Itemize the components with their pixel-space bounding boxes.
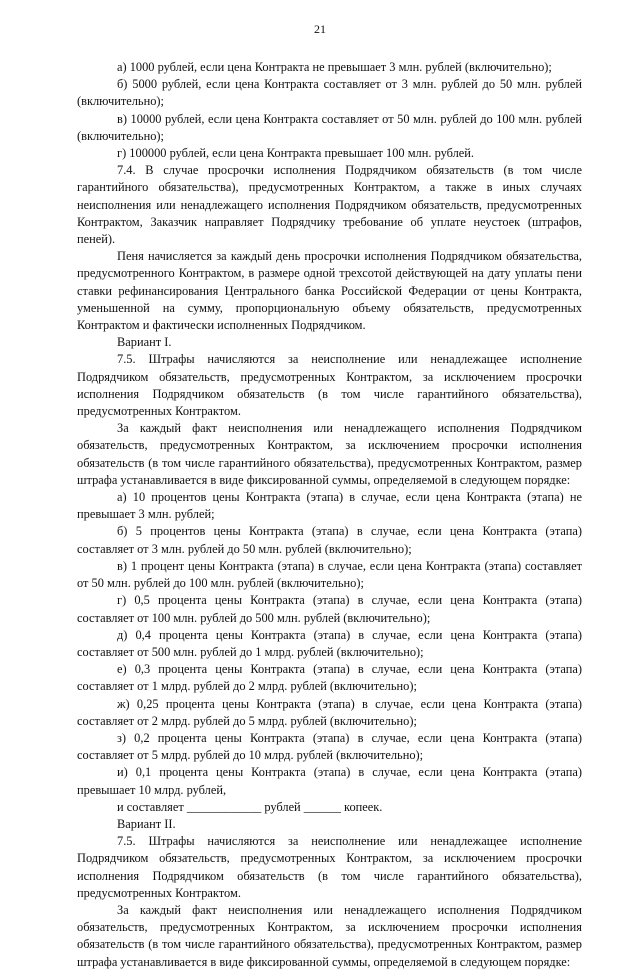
fine-item-e: д) 0,4 процента цены Контракта (этапа) в случае, если цена Контракта (этапа) составляет от 500 млн. рублей до 1 млрд. рублей (включительно); <box>77 627 582 659</box>
paragraph-penalty-c: в) 10000 рублей, если цена Контракта составляет от 50 млн. рублей до 100 млн. рублей (включительно); <box>77 111 582 143</box>
paragraph-fine-intro-variant-2: За каждый факт неисполнения или ненадлежащего исполнения Подрядчиком обязательств, предусмотренных Контрактом, за исключением просрочки исполнения обязательств (в том числе гарантийного обязательства), предусмотренных Контрактом, размер штрафа устанавливается в виде фиксированной суммы, определяемой в следующем порядке: <box>77 902 582 969</box>
paragraph-penya: Пеня начисляется за каждый день просрочки исполнения Подрядчиком обязательства, предусмотренного Контрактом, в размере одной трехсотой действующей на дату уплаты пени ставки рефинансирования Центрального банка Российской Федерации от цены Контракта, уменьшенной на сумму, пропорциональную объему обязательств, предусмотренных Контрактом и фактически исполненных Подрядчиком. <box>77 249 582 333</box>
paragraph-penalty-a: а) 1000 рублей, если цена Контракта не превышает 3 млн. рублей (включительно); <box>117 60 552 74</box>
fine-item-g: ж) 0,25 процента цены Контракта (этапа) в случае, если цена Контракта (этапа) составляет от 2 млрд. рублей до 5 млрд. рублей (включительно); <box>77 696 582 728</box>
variant-2-heading: Вариант II. <box>117 816 176 831</box>
clause-7-4: 7.4. В случае просрочки исполнения Подрядчиком обязательств (в том числе гарантийного обязательства), предусмотренных Контрактом, а также в иных случаях неисполнения или ненадлежащего исполнения Подрядчиком обязательств, предусмотренных Контрактом, Заказчик направляет Подрядчику требование об уплате неустоек (штрафов, пеней). <box>77 163 582 247</box>
paragraph-penalty-b: б) 5000 рублей, если цена Контракта составляет от 3 млн. рублей до 50 млн. рублей (включительно); <box>77 77 582 109</box>
clause-7-5-variant-1: 7.5. Штрафы начисляются за неисполнение или ненадлежащее исполнение Подрядчиком обязательств, предусмотренных Контрактом, за исключением просрочки исполнения Подрядчиком обязательств (в том числе гарантийного обязательства), предусмотренных Контрактом. <box>77 352 582 419</box>
variant-1-heading: Вариант I. <box>117 335 172 350</box>
paragraph-penalty-d: г) 100000 рублей, если цена Контракта превышает 100 млн. рублей. <box>117 146 475 161</box>
page-number: 21 <box>314 22 326 36</box>
fine-item-i: и) 0,1 процента цены Контракта (этапа) в случае, если цена Контракта (этапа) превышает 10 млрд. рублей, <box>77 765 582 797</box>
clause-7-5-variant-2: 7.5. Штрафы начисляются за неисполнение или ненадлежащее исполнение Подрядчиком обязательств, предусмотренных Контрактом, за исключением просрочки исполнения Подрядчиком обязательств (в том числе гарантийного обязательства), предусмотренных Контрактом. <box>77 834 582 900</box>
paragraph-fine-intro-variant-1: За каждый факт неисполнения или ненадлежащего исполнения Подрядчиком обязательств, предусмотренных Контрактом, за исключением просрочки исполнения обязательств (в том числе гарантийного обязательства), предусмотренных Контрактом, размер штрафа устанавливается в виде фиксированной суммы, определяемой в следующем порядке: <box>77 421 582 487</box>
fine-item-b: б) 5 процентов цены Контракта (этапа) в случае, если цена Контракта (этапа) составляет от 3 млн. рублей до 50 млн. рублей (включительно); <box>77 524 582 556</box>
document-body <box>77 59 582 971</box>
fine-item-a: а) 10 процентов цены Контракта (этапа) в случае, если цена Контракта (этапа) не превышает 3 млн. рублей; <box>77 490 582 522</box>
fine-item-f: е) 0,3 процента цены Контракта (этапа) в случае, если цена Контракта (этапа) составляет от 1 млрд. рублей до 2 млрд. рублей (включительно); <box>77 662 582 694</box>
fine-item-c: в) 1 процент цены Контракта (этапа) в случае, если цена Контракта (этапа) составляет от 50 млн. рублей до 100 млн. рублей (включительно); <box>77 558 582 591</box>
amount-fill-line: и составляет ____________ рублей ______ копеек. <box>117 799 383 814</box>
fine-item-h: з) 0,2 процента цены Контракта (этапа) в случае, если цена Контракта (этапа) составляет от 5 млрд. рублей до 10 млрд. рублей (включительно); <box>77 730 582 763</box>
fine-item-d: г) 0,5 процента цены Контракта (этапа) в случае, если цена Контракта (этапа) составляет от 100 млн. рублей до 500 млн. рублей (включительно); <box>77 593 582 625</box>
